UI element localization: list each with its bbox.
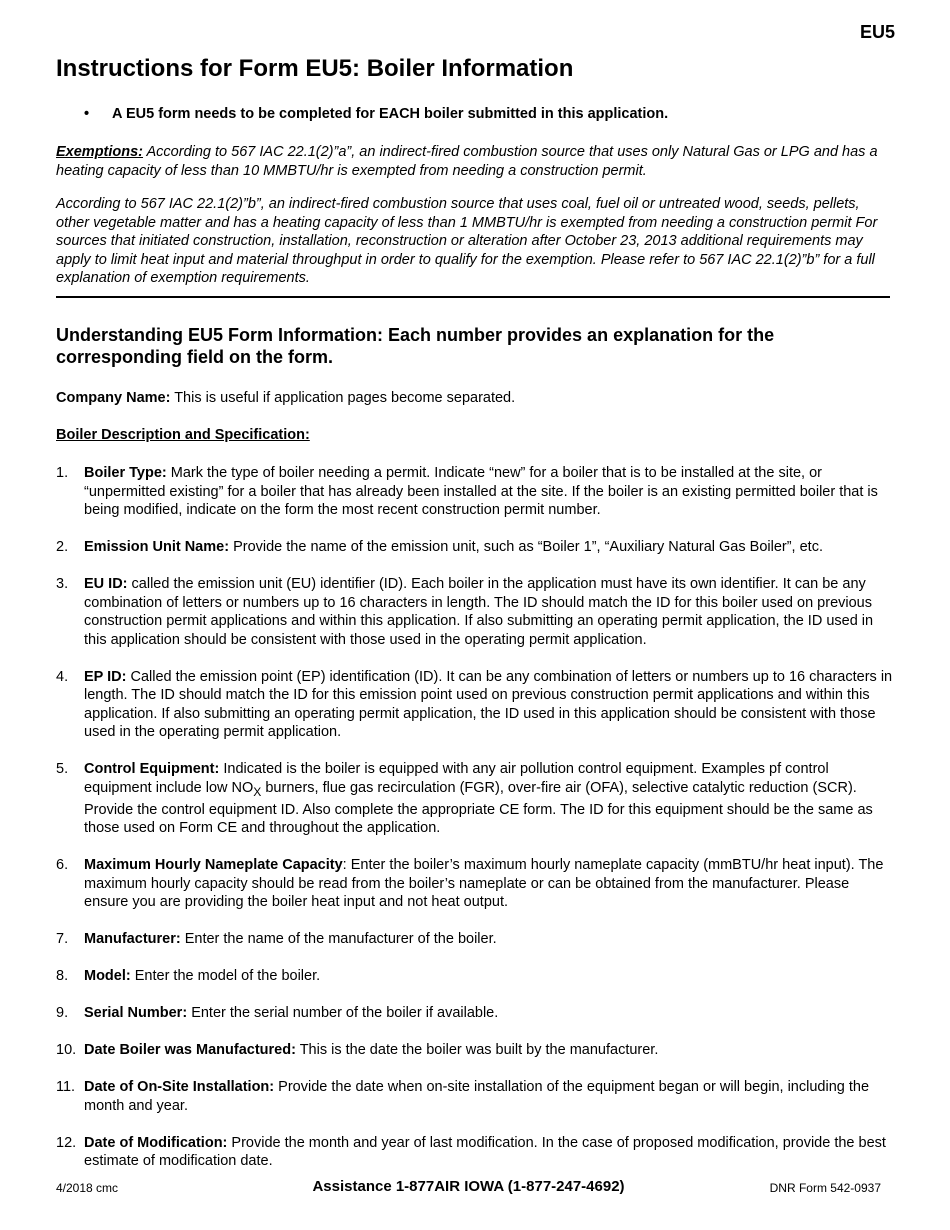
list-item — [56, 1078, 896, 1115]
list-item — [56, 575, 896, 649]
exemptions-paragraph — [56, 143, 894, 180]
item-text: Enter the model of the boiler. — [134, 968, 321, 985]
form-code-tag: EU5 — [859, 22, 895, 42]
item-text: Provide the month and year of last modification. In the case of proposed modification, provide the best estimate of modification date. — [84, 1134, 886, 1170]
list-item — [56, 538, 896, 557]
company-name-note — [56, 390, 515, 406]
item-text: Enter the name of the manufacturer of the boiler. — [184, 931, 497, 948]
item-label: Maximum Hourly Nameplate Capacity — [84, 857, 343, 874]
item-number: 7. — [56, 931, 69, 948]
item-label: Date of On-Site Installation: — [84, 1079, 275, 1096]
list-item — [56, 464, 896, 520]
page-title: Instructions for Form EU5: Boiler Information — [56, 55, 574, 82]
company-name-text: This is useful if application pages become separated. — [174, 390, 516, 406]
item-text: Mark the type of boiler needing a permit. Indicate “new” for a boiler that is to be installed at the site, or “unpermitted existing” for a boiler that has already been installed at the site. If the boiler is an existing permitted boiler that is being modified, indicate on the form the most recent construction permit number. — [84, 465, 878, 518]
section-divider — [56, 296, 890, 298]
item-number: 3. — [56, 576, 69, 592]
bullet-marker: • — [84, 106, 90, 122]
exemptions-text-1: According to 567 IAC 22.1(2)”a”, an indirect-fired combustion source that uses only Natural Gas or LPG and has a heating capacity of less than 10 MMBTU/hr is exempted from needing a construction permit. — [56, 144, 878, 179]
item-text: Called the emission point (EP) identification (ID). It can be any combination of letters or numbers up to 16 characters in length. The ID should match the ID for this emission point used on previous construction permit applications and within this application. If also submitting an operating permit application, the ID used in this application should be consistent with those used in the operating permit application. — [84, 668, 893, 740]
item-text-continued: burners, flue gas recirculation (FGR), over-fire air (OFA), selective catalytic reduction (SCR). Provide the control equipment ID. Also complete the appropriate CE form. The ID for this equipment should be the same as those used on Form CE and throughout the application. — [84, 779, 873, 837]
item-number: 6. — [56, 857, 69, 874]
item-label: Serial Number: — [84, 1005, 188, 1022]
bullet-text: A EU5 form needs to be completed for EACH boiler submitted in this application. — [112, 106, 669, 122]
list-item — [56, 1134, 896, 1171]
item-number: 5. — [56, 761, 69, 777]
list-item — [56, 930, 896, 949]
page-footer — [56, 1178, 881, 1198]
item-label: Date of Modification: — [84, 1134, 228, 1151]
list-item — [56, 856, 896, 912]
item-label: EU ID: — [84, 576, 128, 592]
item-number: 8. — [56, 968, 69, 985]
list-item — [56, 760, 896, 838]
item-number: 12. — [56, 1134, 77, 1151]
item-label: Manufacturer: — [84, 931, 181, 948]
list-item — [56, 967, 896, 986]
list-item — [56, 668, 896, 742]
item-number: 2. — [56, 539, 69, 555]
instruction-list — [56, 464, 896, 1189]
bullet-note — [84, 106, 668, 122]
item-text: Provide the name of the emission unit, such as “Boiler 1”, “Auxiliary Natural Gas Boiler”, etc. — [233, 539, 823, 555]
item-number: 10. — [56, 1042, 77, 1059]
form-number: DNR Form 542-0937 — [769, 1181, 881, 1195]
section-heading: Understanding EU5 Form Information: Each number provides an explanation for the corresponding field on the form. — [56, 325, 775, 367]
item-label: Control Equipment: — [84, 761, 220, 777]
revision-date: 4/2018 cmc — [56, 1181, 119, 1195]
item-label: Date Boiler was Manufactured: — [84, 1042, 296, 1059]
item-text: Enter the serial number of the boiler if available. — [191, 1005, 499, 1022]
item-number: 11. — [56, 1079, 76, 1096]
item-number: 4. — [56, 668, 69, 685]
item-text: This is the date the boiler was built by the manufacturer. — [299, 1042, 659, 1059]
item-label: Model: — [84, 968, 131, 985]
item-text: : Enter the boiler’s maximum hourly nameplate capacity (mmBTU/hr heat input). The maximum hourly capacity should be read from the boiler’s nameplate or can be obtained from the manufacturer. Please ensure you are providing the boiler heat input and not heat output. — [84, 857, 884, 911]
item-text: called the emission unit (EU) identifier (ID). Each boiler in the application must have its own identifier. It can be any combination of letters or numbers up to 16 characters in length. The ID should match the ID for this boiler used on previous construction permit applications and within this application. If also submitting an operating permit application, the ID used in this application should be consistent with those used in the operating permit application. — [84, 576, 874, 648]
item-text: Indicated is the boiler is equipped with any air pollution control equipment. Examples pf control equipment include low NO — [84, 761, 829, 796]
subheading: Boiler Description and Specification: — [56, 427, 310, 443]
item-label: Emission Unit Name: — [84, 539, 230, 555]
exemptions-paragraph-2: According to 567 IAC 22.1(2)”b”, an indirect-fired combustion source that uses coal, fuel oil or untreated wood, seeds, pellets, other vegetable matter and has a heating capacity of less than 1 MMBTU/hr is exempted from needing a construction permit For sources that initiated construction, installation, reconstruction or alteration after October 23, 2013 additional requirements may apply to limit heat input and material throughput in order to qualify for the exemption. Please refer to 567 IAC 22.1(2)”b” for a full explanation of exemption requirements. — [56, 196, 878, 286]
list-item — [56, 1041, 896, 1060]
item-subscript: X — [253, 784, 262, 799]
item-number: 1. — [56, 465, 69, 481]
list-item — [56, 1004, 896, 1023]
item-label: Boiler Type: — [84, 465, 167, 481]
assistance-line: Assistance 1-877AIR IOWA (1-877-247-4692) — [312, 1178, 625, 1195]
item-number: 9. — [56, 1005, 69, 1022]
item-text: Provide the date when on-site installation of the equipment began or will begin, including the month and year. — [84, 1079, 870, 1114]
company-name-label: Company Name: — [56, 390, 171, 406]
item-label: EP ID: — [84, 668, 127, 685]
exemptions-label: Exemptions: — [56, 144, 144, 160]
